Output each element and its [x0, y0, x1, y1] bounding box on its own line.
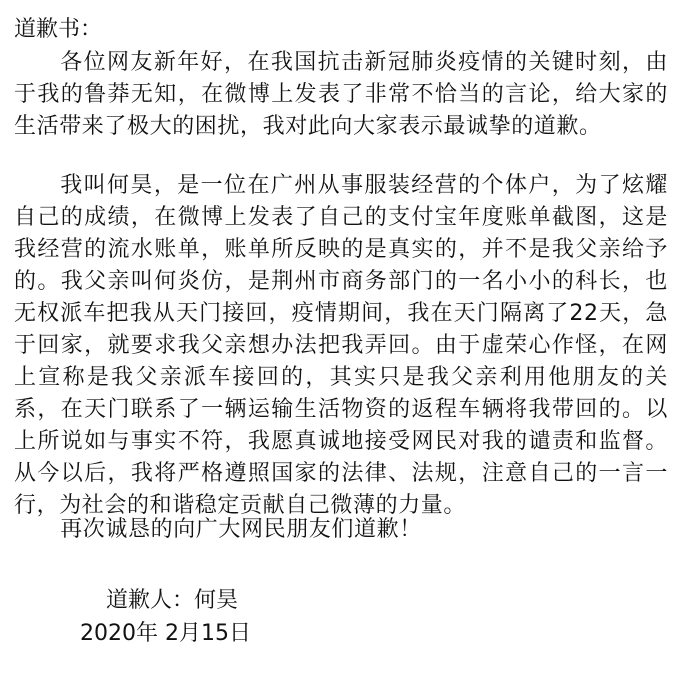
signature-label: 道歉人：何昊 [106, 588, 239, 613]
paragraph-closing: 再次诚恳的向广大网民朋友们道歉！ [60, 517, 422, 542]
paragraph-explanation: 我叫何昊，是一位在广州从事服装经营的个体户，为了炫耀自己的成绩，在微博上发表了自己的支付宝年度账单截图，这是我经营的流水账单，账单所反映的是真实的，并不是我父亲给予的。我父亲叫何炎仿，是荆州市商务部门的一名小小的科长，也无权派车把我从天门接回，疫情期间，我在天门隔离了22天，急于回家，就要求我父亲想办法把我弄回。由于虚荣心作怪，在网上宣称是我父亲派车接回的，其实只是我父亲利用他朋友的关系，在天门联系了一辆运输生活物资的返程车辆将我带回的。以上所说如与事实不符，我愿真诚地接受网民对我的谴责和监督。从今以后，我将严格遵照国家的法律、法规，注意自己的一言一行，为社会的和谐稳定贡献自己微薄的力量。 [14, 173, 668, 518]
paragraph-greeting: 各位网友新年好，在我国抗击新冠肺炎疫情的关键时刻，由于我的鲁莽无知，在微博上发表了非常不恰当的言论，给大家的生活带来了极大的困扰，我对此向大家表示最诚挚的道歉。 [14, 50, 668, 139]
letter-title: 道歉书： [14, 17, 103, 42]
signature-date: 2020年 2月15日 [80, 621, 251, 646]
